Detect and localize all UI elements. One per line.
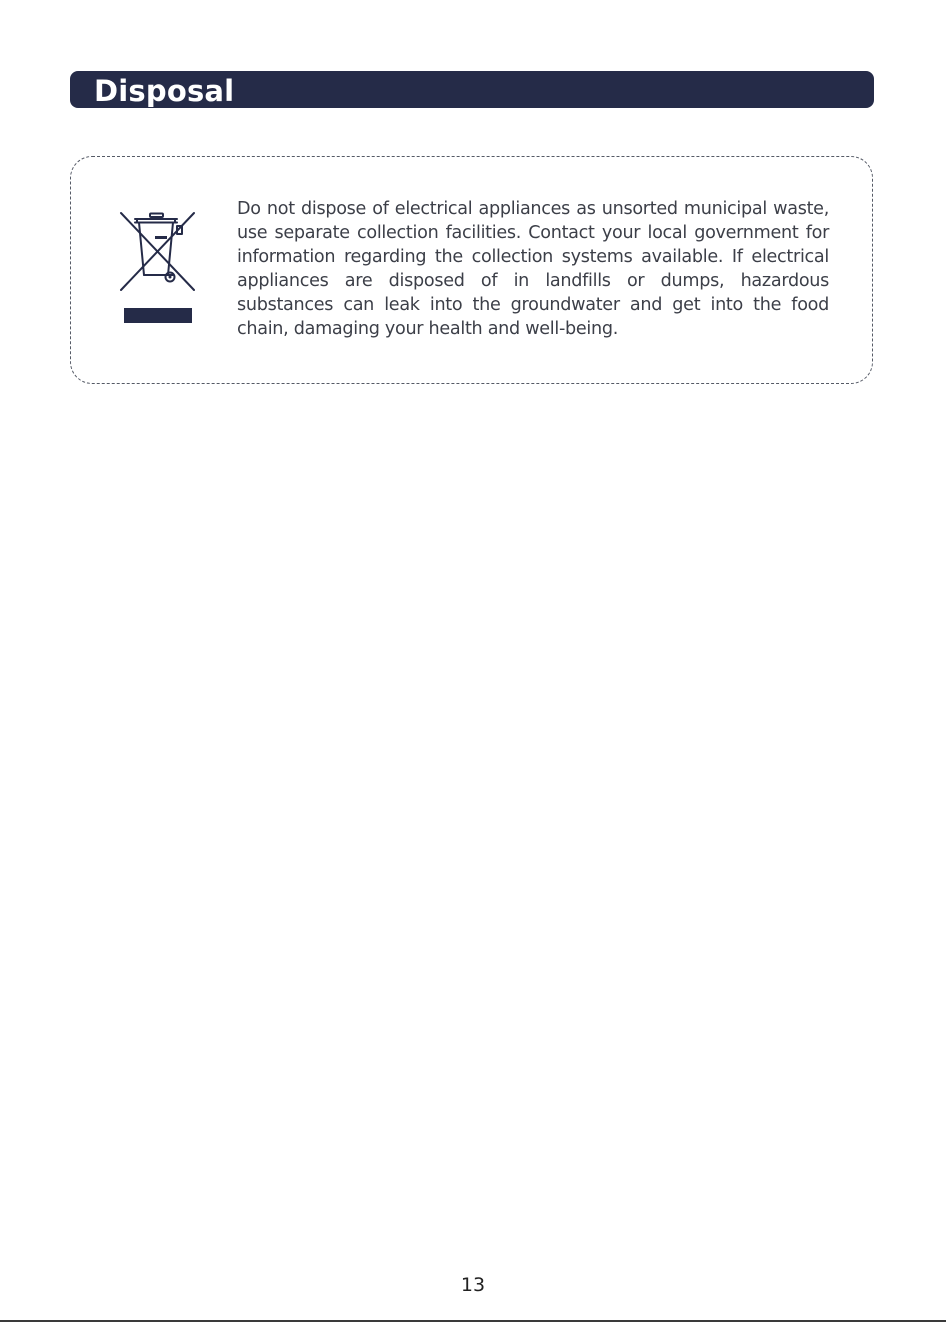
disposal-notice-box <box>70 156 873 384</box>
disposal-notice-text: Do not dispose of electrical appliances as unsorted municipal waste, use separate collection facilities. Contact your local government for information regarding the collection systems available. If electrical appliances are disposed of in landfills or dumps, hazardous substances can leak into the groundwater and get into the food chain, damaging your health and well-being. <box>237 199 829 339</box>
section-title: Disposal <box>94 74 235 108</box>
crossed-out-wheeled-bin-icon <box>118 211 198 329</box>
section-header-bar <box>70 71 874 108</box>
bottom-divider <box>0 1320 946 1322</box>
page-number: 13 <box>460 1274 486 1296</box>
